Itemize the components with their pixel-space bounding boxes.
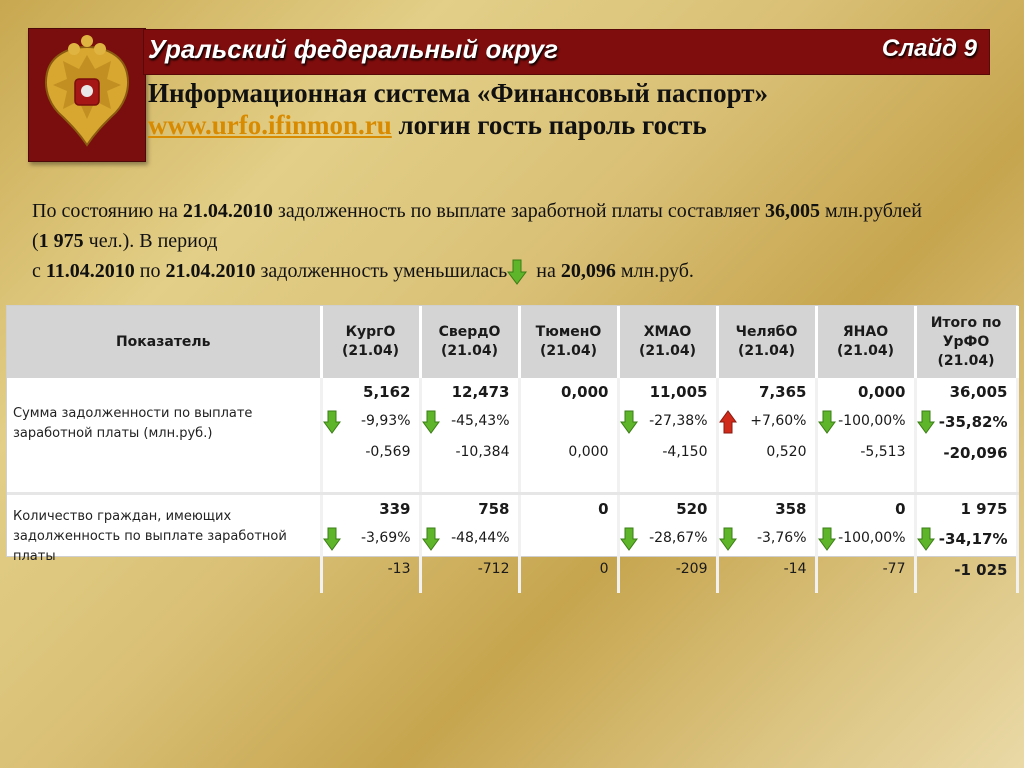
header-line: КургО xyxy=(345,324,396,340)
cell-value: 36,005 xyxy=(949,383,1008,401)
header-indicator: Показатель xyxy=(7,306,321,378)
text-fragment: с xyxy=(32,260,46,282)
debt-table-container xyxy=(6,305,1018,579)
header-column xyxy=(717,306,816,378)
cell-content xyxy=(323,378,419,492)
cell-absolute-change: -77 xyxy=(882,561,906,577)
cell-absolute-change: -20,096 xyxy=(943,444,1008,462)
header-line: (21.04) xyxy=(341,343,400,359)
cell-absolute-change: -1 025 xyxy=(954,561,1008,579)
table-cell xyxy=(618,494,717,594)
cell-value: 520 xyxy=(676,500,708,518)
cell-absolute-change: 0,520 xyxy=(766,444,807,460)
cell-content xyxy=(818,378,914,492)
table-cell xyxy=(420,494,519,594)
arrow-down-icon xyxy=(917,410,935,434)
text-fragment: по xyxy=(134,260,166,282)
table-cell xyxy=(717,494,816,594)
cell-absolute-change: -712 xyxy=(477,561,510,577)
header-line: Итого по xyxy=(930,314,1002,331)
arrow-down-icon xyxy=(422,527,440,551)
arrow-down-icon xyxy=(507,259,527,285)
cell-value: 1 975 xyxy=(960,500,1008,518)
cell-percent-change: -45,43% xyxy=(451,413,510,429)
cell-value: 11,005 xyxy=(649,383,708,401)
header-column xyxy=(420,306,519,378)
header-column xyxy=(321,306,420,378)
header-line: (21.04) xyxy=(539,343,598,359)
paragraph-line-1 xyxy=(32,196,932,256)
arrow-down-icon xyxy=(818,527,836,551)
people-count: 1 975 xyxy=(38,230,84,252)
row-label: Сумма задолженности по выплате заработной платы (млн.руб.) xyxy=(7,378,321,494)
text-fragment: задолженность по выплате заработной платы составляет xyxy=(272,200,765,222)
arrow-down-icon xyxy=(917,527,935,551)
text-fragment: задолженность уменьшилась xyxy=(255,260,508,282)
arrow-down-icon xyxy=(323,527,341,551)
table-body xyxy=(7,378,1017,593)
cell-percent-change: -34,17% xyxy=(938,530,1008,548)
report-date: 21.04.2010 xyxy=(182,200,273,222)
header-column xyxy=(618,306,717,378)
cell-percent-change: +7,60% xyxy=(750,413,807,429)
header-line: (21.04) xyxy=(937,352,995,369)
region-title: Уральский федеральный округ xyxy=(148,34,559,64)
cell-content xyxy=(323,495,419,593)
arrow-down-icon xyxy=(422,410,440,434)
header-line: СвердО xyxy=(438,324,501,340)
header-line: ТюменО xyxy=(535,324,602,340)
table-cell xyxy=(519,378,618,494)
cell-content xyxy=(521,495,617,593)
cell-value: 7,365 xyxy=(759,383,807,401)
credentials-text: логин гость пароль гость xyxy=(391,110,707,140)
coat-of-arms-icon xyxy=(29,29,145,161)
text-fragment: млн.рублей ( xyxy=(32,200,922,252)
header-column-total xyxy=(915,306,1017,378)
cell-absolute-change: -209 xyxy=(675,561,708,577)
cell-absolute-change: -4,150 xyxy=(662,444,708,460)
cell-percent-change: -48,44% xyxy=(451,530,510,546)
debt-table xyxy=(7,306,1019,593)
arrow-down-icon xyxy=(719,527,737,551)
coat-of-arms-emblem xyxy=(28,28,146,162)
period-end-date: 21.04.2010 xyxy=(165,260,256,282)
system-access-line xyxy=(148,110,707,141)
cell-percent-change: -100,00% xyxy=(838,413,906,429)
header-line: ЧелябО xyxy=(735,324,798,340)
table-cell xyxy=(915,494,1017,594)
system-link[interactable]: www.urfo.ifinmon.ru xyxy=(148,110,392,140)
period-start-date: 11.04.2010 xyxy=(45,260,135,282)
status-paragraph xyxy=(32,196,932,286)
cell-value: 339 xyxy=(379,500,411,518)
text-fragment: По состоянию на xyxy=(32,200,183,222)
text-fragment: чел.). В период xyxy=(83,230,218,252)
table-cell xyxy=(717,378,816,494)
table-cell xyxy=(519,494,618,594)
cell-absolute-change: -5,513 xyxy=(860,444,906,460)
cell-percent-change: -27,38% xyxy=(649,413,708,429)
header-line: (21.04) xyxy=(836,343,895,359)
cell-percent-change: -35,82% xyxy=(938,413,1008,431)
header-line: ХМАО xyxy=(643,324,692,340)
cell-value: 0 xyxy=(895,500,906,518)
text-fragment: на xyxy=(531,260,561,282)
arrow-down-icon xyxy=(818,410,836,434)
cell-percent-change: -3,69% xyxy=(360,530,411,546)
cell-absolute-change: -10,384 xyxy=(455,444,510,460)
system-title: Информационная система «Финансовый паспорт» xyxy=(148,78,769,108)
cell-absolute-change: -13 xyxy=(387,561,411,577)
header-bar xyxy=(143,29,990,75)
cell-content xyxy=(917,495,1016,593)
arrow-down-icon xyxy=(620,410,638,434)
cell-content xyxy=(620,378,716,492)
header-column xyxy=(816,306,915,378)
cell-absolute-change: 0 xyxy=(599,561,609,577)
cell-content xyxy=(917,378,1016,492)
table-cell xyxy=(618,378,717,494)
table-cell xyxy=(321,378,420,494)
cell-content xyxy=(719,495,815,593)
header-line: ЯНАО xyxy=(842,324,889,340)
row-label: Количество граждан, имеющих задолженность по выплате заработной платы xyxy=(7,494,321,594)
cell-content xyxy=(521,378,617,492)
table-header-row xyxy=(7,306,1017,378)
decrease-amount: 20,096 xyxy=(560,260,616,282)
cell-absolute-change: -0,569 xyxy=(365,444,411,460)
table-row xyxy=(7,378,1017,494)
cell-content xyxy=(422,495,518,593)
cell-percent-change: -3,76% xyxy=(756,530,807,546)
cell-value: 5,162 xyxy=(363,383,411,401)
cell-value: 0,000 xyxy=(858,383,906,401)
cell-percent-change: -9,93% xyxy=(360,413,411,429)
cell-absolute-change: -14 xyxy=(783,561,807,577)
cell-content xyxy=(422,378,518,492)
table-cell xyxy=(816,378,915,494)
cell-content xyxy=(719,378,815,492)
arrow-down-icon xyxy=(323,410,341,434)
cell-value: 0 xyxy=(598,500,609,518)
cell-value: 0,000 xyxy=(561,383,609,401)
header-line: (21.04) xyxy=(638,343,697,359)
cell-value: 358 xyxy=(775,500,807,518)
text-fragment: млн.руб. xyxy=(615,260,694,282)
cell-content xyxy=(620,495,716,593)
header-column xyxy=(519,306,618,378)
arrow-up-icon xyxy=(719,410,737,434)
slide-number: Слайд 9 xyxy=(881,35,977,62)
cell-value: 12,473 xyxy=(451,383,510,401)
table-cell xyxy=(420,378,519,494)
arrow-down-icon xyxy=(620,527,638,551)
cell-absolute-change: 0,000 xyxy=(568,444,609,460)
cell-content xyxy=(818,495,914,593)
table-cell xyxy=(915,378,1017,494)
table-cell xyxy=(321,494,420,594)
debt-amount: 36,005 xyxy=(764,200,820,222)
cell-value: 758 xyxy=(478,500,510,518)
cell-percent-change: -28,67% xyxy=(649,530,708,546)
table-row xyxy=(7,494,1017,594)
paragraph-line-2 xyxy=(32,256,932,286)
header-line: УрФО xyxy=(942,333,990,350)
cell-percent-change: -100,00% xyxy=(838,530,906,546)
header-line: (21.04) xyxy=(737,343,796,359)
table-cell xyxy=(816,494,915,594)
header-line: (21.04) xyxy=(440,343,499,359)
